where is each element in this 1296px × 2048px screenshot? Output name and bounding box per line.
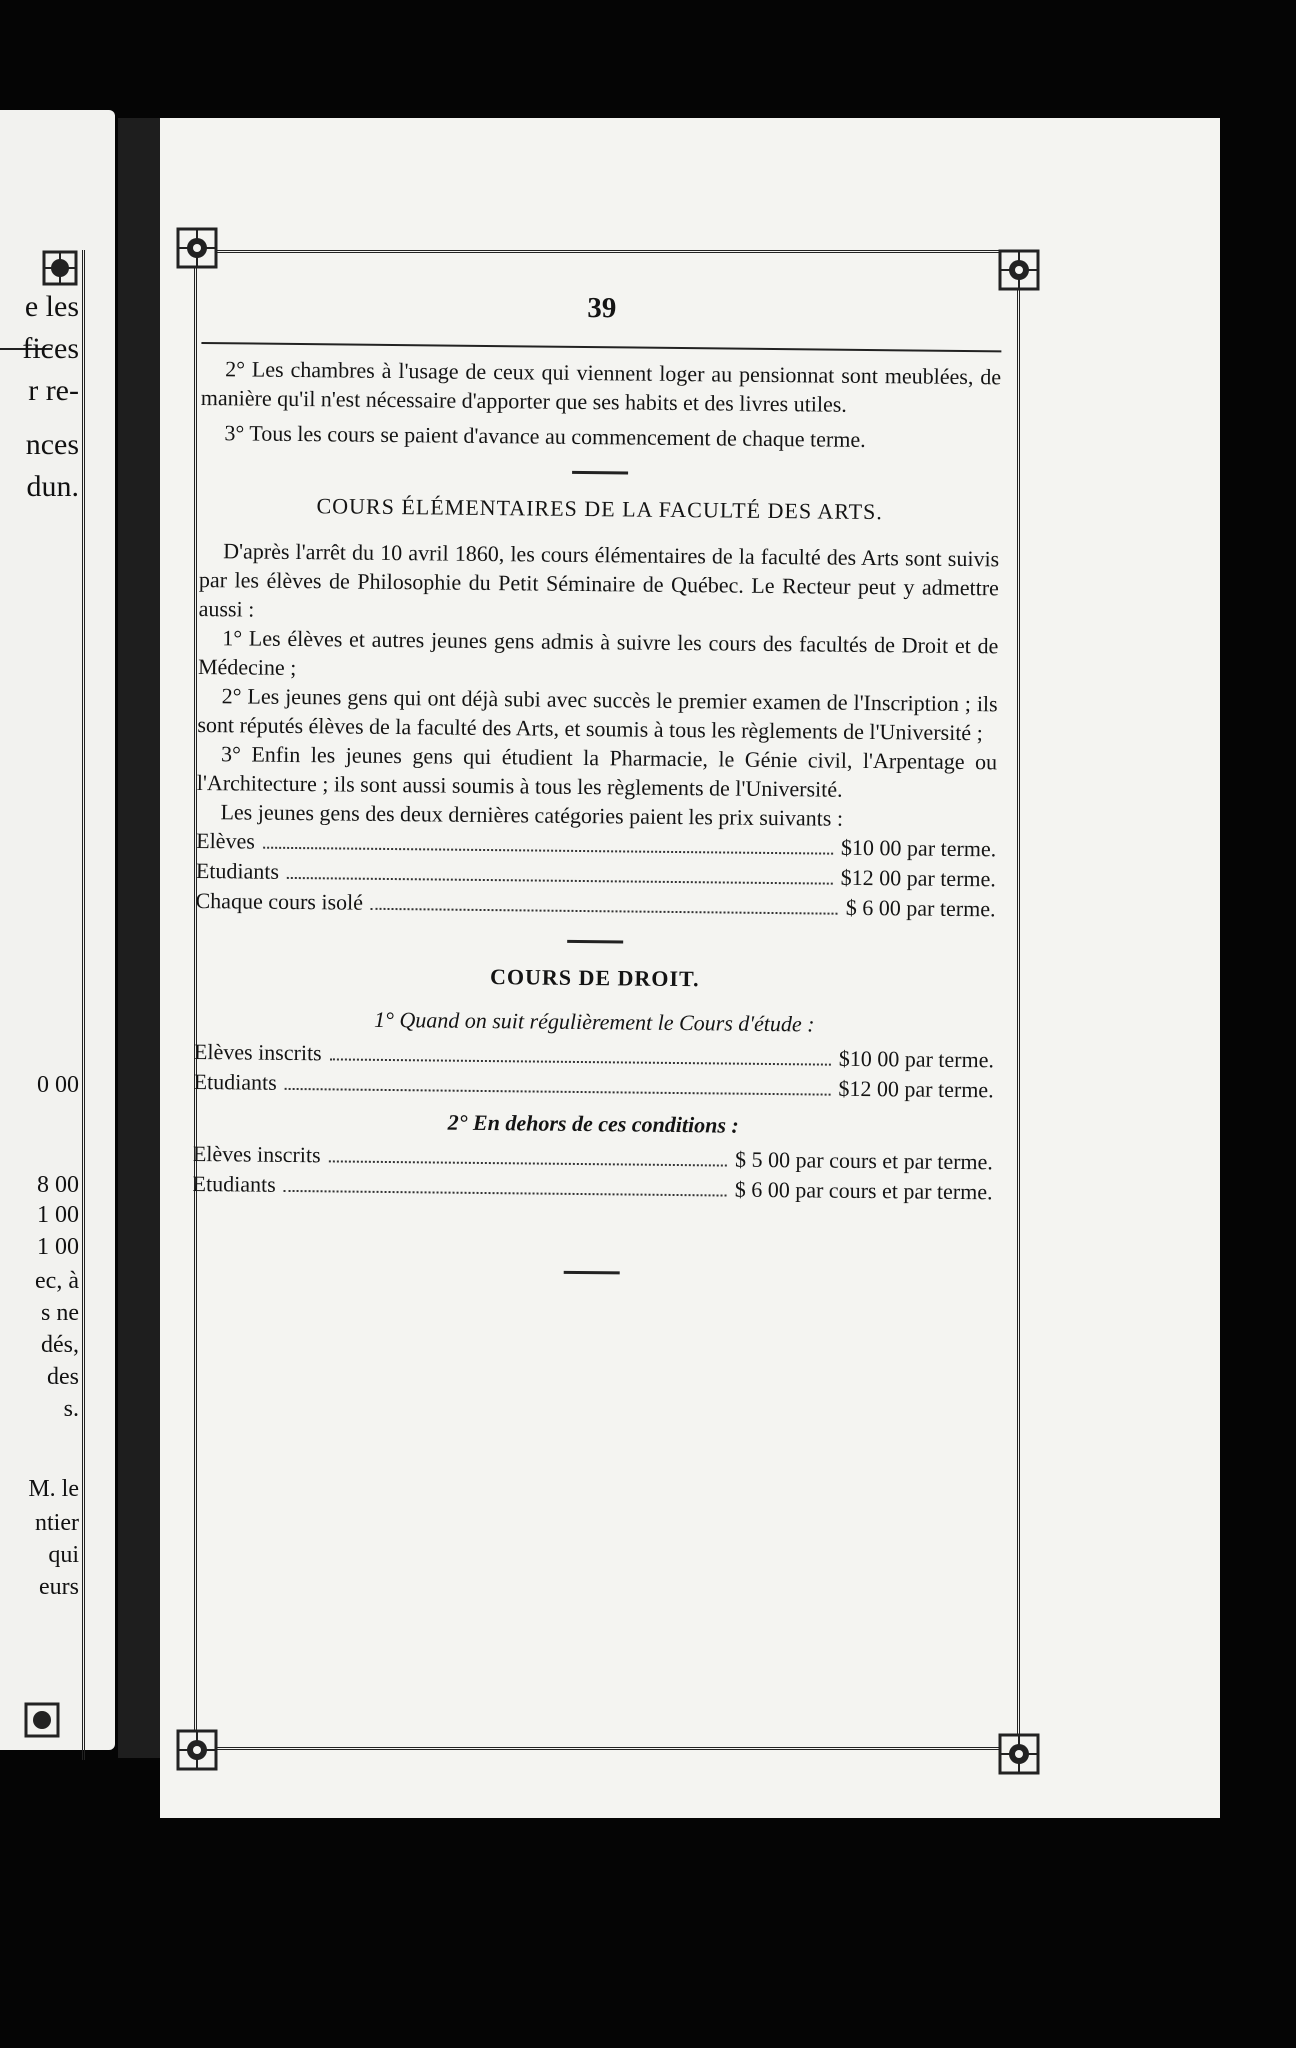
page-number: 39 <box>587 292 617 325</box>
price-amount: $12 00 par terme. <box>840 864 996 892</box>
price-list-arts <box>195 826 996 924</box>
left-fragment: M. le <box>28 1476 79 1502</box>
price-list-droit-2 <box>192 1139 993 1207</box>
price-amount: $ 6 00 par cours et par terme. <box>734 1176 993 1205</box>
left-fragment: 0 00 <box>37 1072 79 1098</box>
left-fragment: e les <box>24 290 79 323</box>
price-label: Etudiants <box>192 1170 276 1197</box>
section-divider <box>572 471 628 475</box>
left-fragment: r re- <box>28 374 79 407</box>
left-fragment: 8 00 <box>37 1172 79 1198</box>
price-amount: $ 6 00 par terme. <box>845 894 996 922</box>
leader-dots <box>329 1160 727 1166</box>
corner-ornament-icon <box>175 1728 219 1772</box>
paragraph: 1° Les élèves et autres jeunes gens admis à suivre les cours des facultés de Droit et de Médecine ; <box>197 625 999 681</box>
corner-ornament-icon <box>997 248 1041 292</box>
price-label: Elèves <box>196 827 255 854</box>
section-title-droit: COURS DE DROIT. <box>489 964 700 992</box>
border-bottom-line <box>197 1747 1017 1750</box>
leader-dots <box>285 1088 831 1096</box>
left-fragment: 1 00 <box>37 1234 79 1260</box>
section-divider <box>567 940 623 944</box>
left-fragment: 1 00 <box>37 1202 79 1228</box>
ornament-icon <box>22 1700 62 1740</box>
corner-ornament-icon <box>997 1732 1041 1776</box>
left-fragment: dés, <box>41 1332 79 1358</box>
paragraph: D'après l'arrêt du 10 avril 1860, les cours élémentaires de la faculté des Arts sont suivis par les élèves de Philosophie du Petit Séminaire de Québec. Le Recteur peut y admettre aussi : <box>198 538 1000 622</box>
subheading: 2° En dehors de ces conditions : <box>447 1109 739 1138</box>
section-title-arts: COURS ÉLÉMENTAIRES DE LA FACULTÉ DES ARTS. <box>316 493 883 525</box>
left-fragment: eurs <box>39 1574 79 1600</box>
price-label: Chaque cours isolé <box>195 887 364 915</box>
left-fragment: s ne <box>41 1300 79 1326</box>
prices-intro: Les jeunes gens des deux dernières catégories paient les prix suivants : <box>220 799 844 831</box>
leader-dots <box>330 1058 831 1065</box>
price-label: Etudiants <box>193 1068 277 1095</box>
left-fragment: s. <box>63 1396 79 1422</box>
paragraph: 2° Les chambres à l'usage de ceux qui viennent loger au pensionnat sont meublées, de manière qu'il n'est nécessaire d'apporter que ses habits et des livres utiles. <box>200 356 1002 417</box>
paragraph: 3° Enfin les jeunes gens qui étudient la Pharmacie, le Génie civil, l'Arpentage ou l'Architecture ; ils sont aussi soumis à tous les règlements de l'Université. <box>196 741 998 802</box>
section-divider <box>564 1271 620 1275</box>
left-fragment: fices <box>22 332 79 365</box>
page-content <box>192 288 1002 1278</box>
left-fragment: ntier <box>35 1510 79 1536</box>
paragraph: 2° Les jeunes gens qui ont déjà subi avec succès le premier examen de l'Inscription ; ils sont réputés élèves de la faculté des Arts, et soumis à tous les règlements de l'Université ; <box>197 683 998 746</box>
ornament-icon <box>40 248 80 288</box>
left-fragment: nces <box>25 428 79 461</box>
left-fragment: des <box>47 1364 79 1390</box>
price-amount: $10 00 par terme. <box>838 1045 995 1073</box>
leader-dots <box>371 908 838 915</box>
left-page-edge <box>0 110 115 1750</box>
leader-dots <box>287 877 833 885</box>
border-top-line <box>197 250 1017 253</box>
leader-dots <box>284 1190 727 1197</box>
subheading: 1° Quand on suit régulièrement le Cours d'étude : <box>374 1006 815 1037</box>
leader-dots <box>263 847 833 855</box>
book-spine <box>118 118 160 1758</box>
price-label: Elèves inscrits <box>192 1140 321 1168</box>
price-amount: $ 5 00 par cours et par terme. <box>734 1146 994 1175</box>
left-fragment: qui <box>48 1542 79 1568</box>
price-label: Etudiants <box>195 857 280 884</box>
corner-ornament-icon <box>175 226 219 270</box>
price-list-droit-1 <box>194 1037 995 1105</box>
paragraph: 3° Tous les cours se paient d'avance au commencement de chaque terme. <box>224 420 866 452</box>
price-amount: $10 00 par terme. <box>840 834 997 862</box>
price-label: Elèves inscrits <box>193 1038 322 1066</box>
left-fragment: dun. <box>26 470 79 503</box>
price-amount: $12 00 par terme. <box>838 1075 994 1103</box>
left-fragment: ec, à <box>35 1268 79 1294</box>
header-rule <box>201 342 1001 352</box>
book-page <box>160 118 1220 1818</box>
